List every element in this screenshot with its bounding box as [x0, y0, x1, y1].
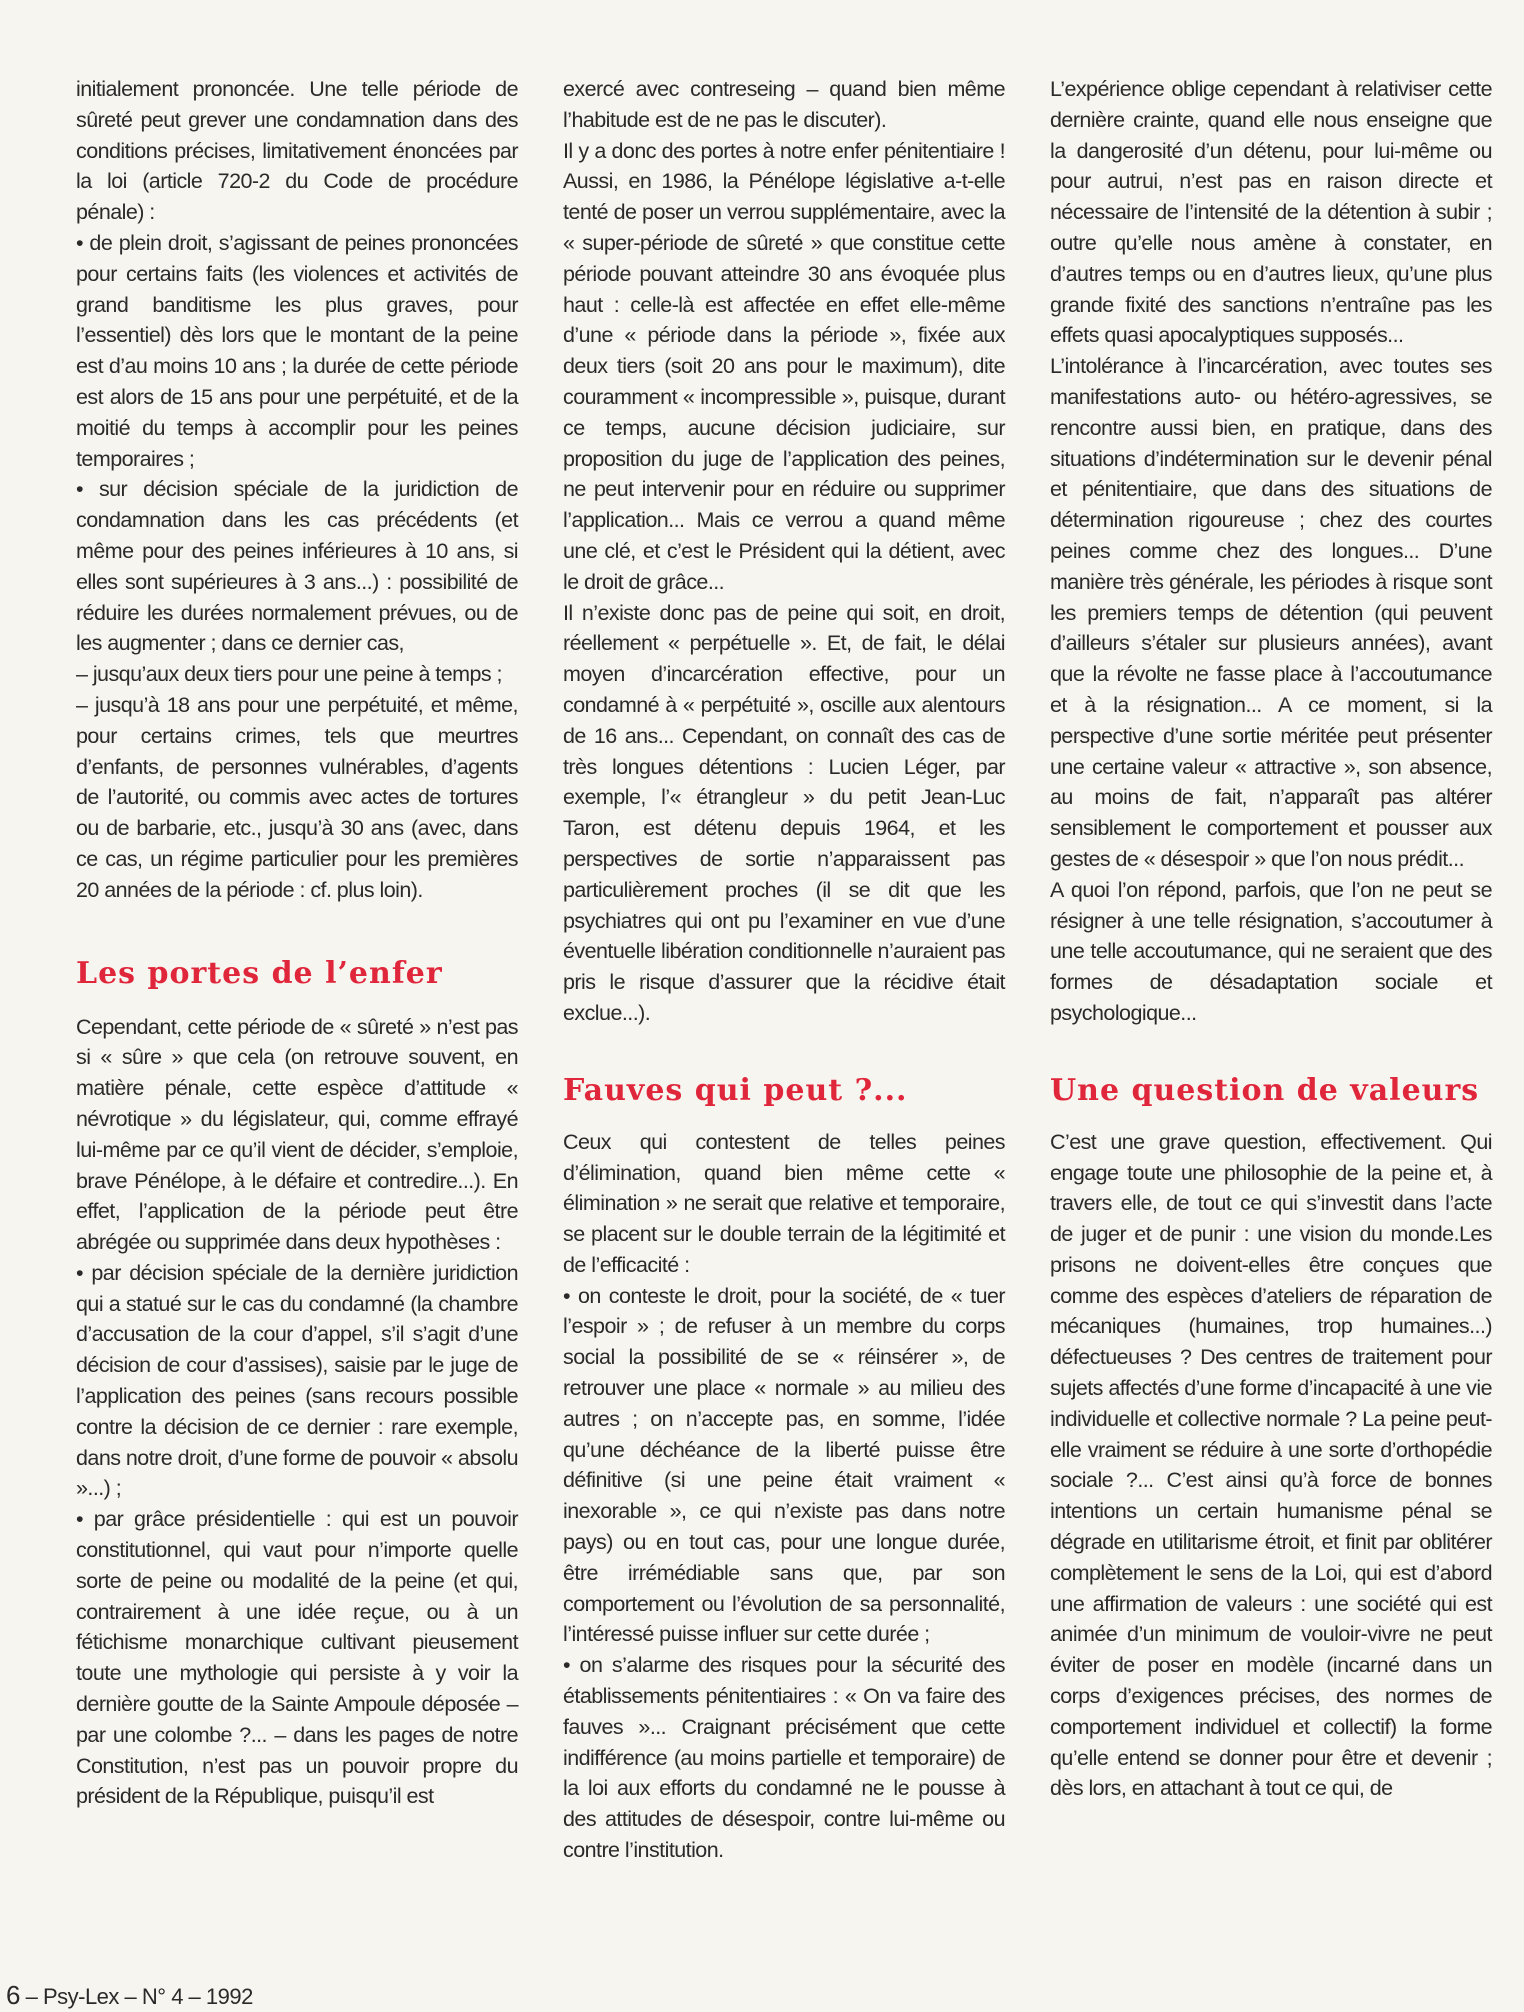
- paragraph: • on s’alarme des risques pour la sécurité des établissements pénitentiaires : « On va faire des fauves »... Craignant précisément que cette indifférence (au moins partielle et temporaire) de la loi aux efforts du condamné ne le pousse à des attitudes de désespoir, contre lui-même ou contre l’institution.: [563, 1653, 1005, 1863]
- paragraph: C’est une grave question, effectivement. Qui engage toute une philosophie de la peine et, à travers elle, de tout ce qui s’investit dans l’acte de juger et de punir : une vision du monde.Les prisons ne doivent-elles être conçues que comme des espèces d’ateliers de réparation de mécaniques (humaines, trop humaines...) défectueuses ? Des centres de traitement pour sujets affectés d’une forme d’incapacité à une vie individuelle et collective normale ? La peine peut-elle vraiment se réduire à une sorte d’orthopédie sociale ?... C’est ainsi qu’à force de bonnes intentions un certain humanisme pénal se dégrade en utilitarisme étroit, et finit par oblitérer complètement le sens de la Loi, qui est d’abord une affirmation de valeurs : une société qui est animée d’un minimum de vouloir-vivre ne peut éviter de poser en modèle (incarné dans un corps d’exigences précises, des normes de comportement individuel et collectif) la forme qu’elle entend se donner pour être et devenir ; dès lors, en attachant à tout ce qui, de: [1050, 1129, 1492, 1801]
- paragraph: • de plein droit, s’agissant de peines prononcées pour certains faits (les violences et activités de grand banditisme les plus graves, pour l’essentiel) dès lors que le montant de la peine est d’au moins 10 ans ; la durée de cette période est alors de 15 ans pour une perpétuité, et de la moitié du temps à accomplir pour les peines temporaires ;: [76, 230, 518, 471]
- issue-number: N° 4: [141, 1984, 183, 2009]
- paragraph: Cependant, cette période de « sûreté » n’est pas si « sûre » que cela (on retrouve souvent, en matière pénale, cette espèce d’attitude « névrotique » du législateur, qui, comme effrayé lui-même par ce qu’il vient de décider, s’emploie, brave Pénélope, à le défaire et contredire...). En effet, l’application de la période peut être abrégée ou supprimée dans deux hypothèses :: [76, 1014, 518, 1255]
- section-heading: Une question de valeurs: [1050, 1072, 1480, 1108]
- section-heading: Les portes de l’enfer: [76, 955, 443, 991]
- paragraph: initialement prononcée. Une telle période de sûreté peut grever une condamnation dans des conditions précises, limitativement énoncées par la loi (article 720-2 du Code de procédure pénale) :: [76, 77, 518, 225]
- paragraph: Il n’existe donc pas de peine qui soit, en droit, réellement « perpétuelle ». Et, de fait, le délai moyen d’incarcération effective, pour un condamné à « perpétuité », oscille aux alentours de 16 ans... Cependant, on connaît des cas de très longues détentions : Lucien Léger, par exemple, l’« étrangleur » du petit Jean-Luc Taron, est détenu depuis 1964, et les perspectives de sortie n’apparaissent pas particulièrement proches (il se dit que les psychiatres qui ont pu l’examiner en vue d’une éventuelle libération conditionnelle n’auraient pas pris le risque d’assurer que la récidive était exclue...).: [563, 600, 1005, 1025]
- paragraph: • par décision spéciale de la dernière juridiction qui a statué sur le cas du condamné (la chambre d’accusation de la cour d’appel, s’il s’agit d’une décision de cour d’assises), saisie par le juge de l’application des peines (sans recours possible contre la décision de ce dernier : rare exemple, dans notre droit, d’une forme de pouvoir « absolu »...) ;: [76, 1260, 518, 1501]
- paragraph: Ceux qui contestent de telles peines d’élimination, quand bien même cette « élimination » ne serait que relative et temporaire, se placent sur le double terrain de la légitimité et de l’efficacité :: [563, 1129, 1005, 1277]
- column-1: [76, 74, 518, 1812]
- publication-year: 1992: [205, 1984, 253, 2009]
- paragraph: exercé avec contreseing – quand bien même l’habitude est de ne pas le discuter).: [563, 77, 1005, 132]
- paragraph: Il y a donc des portes à notre enfer pénitentiaire ! Aussi, en 1986, la Pénélope législative a-t-elle tenté de poser un verrou supplémentaire, avec la « super-période de sûreté » que constitue cette période pouvant atteindre 30 ans évoquée plus haut : celle-là est affectée en effet elle-même d’une « période dans la période », fixée aux deux tiers (soit 20 ans pour le maximum), dite couramment « incompressible », puisque, durant ce temps, aucune décision judiciaire, sur proposition du juge de l’application des peines, ne peut intervenir pour en réduire ou supprimer l’application... Mais ce verrou a quand même une clé, et c’est le Président qui la détient, avec le droit de grâce...: [563, 138, 1005, 594]
- publication-name: Psy-Lex: [42, 1984, 119, 2009]
- paragraph: • par grâce présidentielle : qui est un pouvoir constitutionnel, qui vaut pour n’importe quelle sorte de peine ou modalité de la peine (et qui, contrairement à une idée reçue, ou à un fétichisme monarchique cultivant pieusement toute une mythologie qui persiste à y voir la dernière goutte de la Sainte Ampoule déposée – par une colombe ?... – dans les pages de notre Constitution, n’est pas un pouvoir propre du président de la République, puisqu’il est: [76, 1507, 518, 1809]
- paragraph: • on conteste le droit, pour la société, de « tuer l’espoir » ; de refuser à un membre du corps social la possibilité de se « réinsérer », de retrouver une place « normale » au milieu des autres ; on n’accepte pas, en somme, l’idée qu’une déchéance de la liberté puisse être définitive (si une peine était vraiment « inexorable », ce qui n’existe pas dans notre pays) ou en tout cas, pour une longue durée, être irrémédiable sans que, par son comportement ou l’évolution de sa personnalité, l’intéressé puisse influer sur cette durée ;: [563, 1283, 1005, 1647]
- paragraph: A quoi l’on répond, parfois, que l’on ne peut se résigner à une telle résignation, s’accoutumer à une telle accoutumance, qui ne seraient que des formes de désadaptation sociale et psychologique...: [1050, 877, 1492, 1025]
- section-heading: Fauves qui peut ?...: [563, 1072, 908, 1108]
- page-footer: 6 – Psy-Lex – N° 4 – 1992: [6, 1980, 253, 2010]
- paragraph: • sur décision spéciale de la juridiction de condamnation dans les cas précédents (et même pour des peines inférieures à 10 ans, si elles sont supérieures à 3 ans...) : possibilité de réduire les durées normalement prévues, ou de les augmenter ; dans ce dernier cas,: [76, 477, 518, 656]
- column-2: [563, 74, 1005, 1866]
- paragraph: L’intolérance à l’incarcération, avec toutes ses manifestations auto- ou hétéro-agressives, se rencontre aussi bien, en pratique, dans des situations d’indétermination sur le devenir pénal et pénitentiaire, que dans des situations de détermination rigoureuse ; chez des courtes peines comme chez des longues... D’une manière très générale, les périodes à risque sont les premiers temps de détention (qui peuvent d’ailleurs s’étaler sur plusieurs années), avant que la révolte ne fasse place à l’accoutumance et à la résignation... A ce moment, si la perspective d’une sortie méritée peut présenter une certaine valeur « attractive », son absence, au moins de fait, n’apparaît pas altérer sensiblement le comportement et pousser aux gestes de « désespoir » que l’on nous prédit...: [1050, 354, 1492, 871]
- paragraph: – jusqu’à 18 ans pour une perpétuité, et même, pour certains crimes, tels que meurtres d’enfants, de personnes vulnérables, d’agents de l’autorité, ou commis avec actes de tortures ou de barbarie, etc., jusqu’à 30 ans (avec, dans ce cas, un régime particulier pour les premières 20 années de la période : cf. plus loin).: [76, 692, 518, 902]
- page-number: 6: [6, 1980, 20, 2010]
- paragraph: – jusqu’aux deux tiers pour une peine à temps ;: [76, 662, 502, 687]
- column-3: [1050, 74, 1492, 1804]
- paragraph: L’expérience oblige cependant à relativiser cette dernière crainte, quand elle nous enseigne que la dangerosité d’un détenu, pour lui-même ou pour autrui, n’est pas en raison directe et nécessaire de l’intensité de la détention à subir ; outre qu’elle nous amène à constater, en d’autres temps ou en d’autres lieux, qu’une plus grande fixité des sanctions n’entraîne pas les effets quasi apocalyptiques supposés...: [1050, 77, 1492, 348]
